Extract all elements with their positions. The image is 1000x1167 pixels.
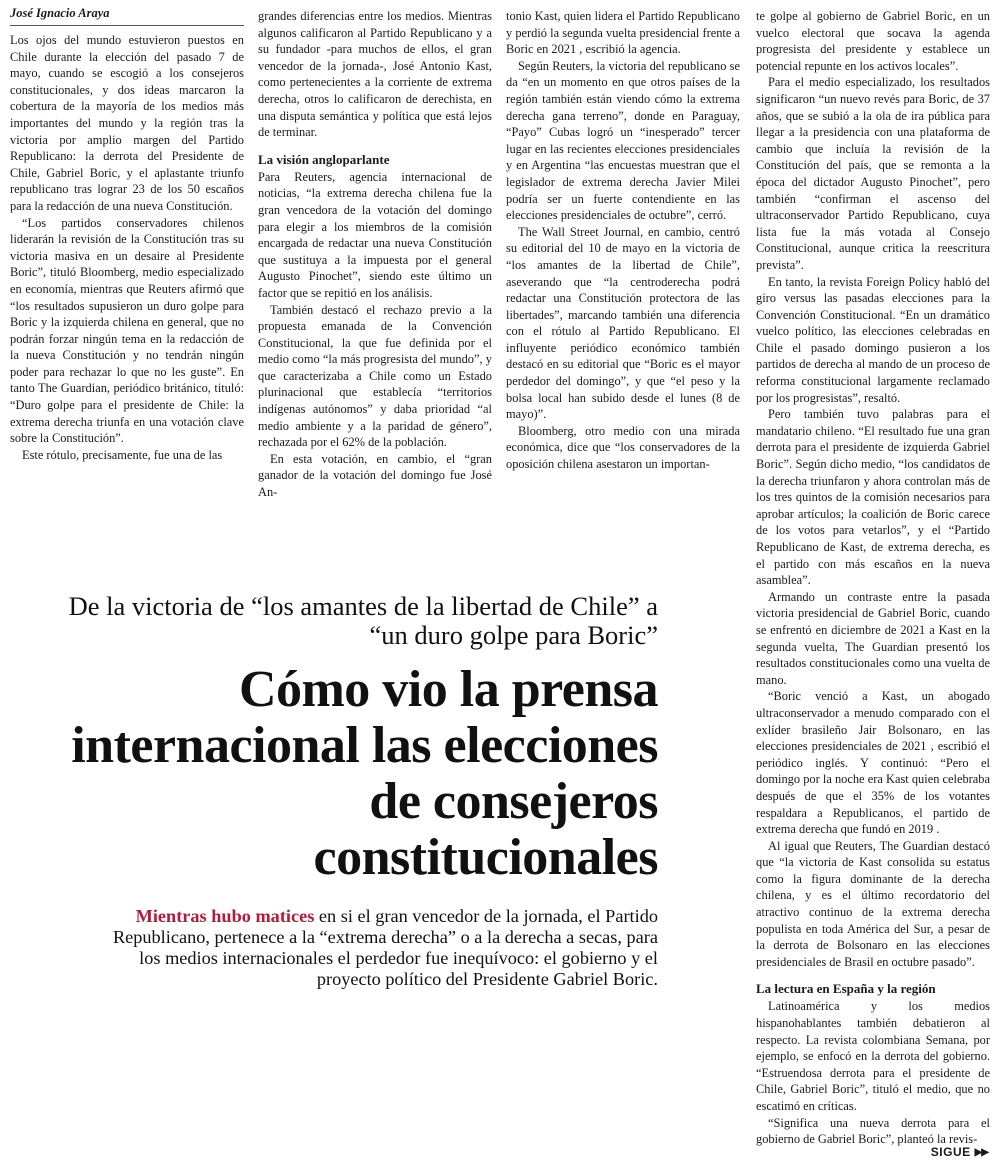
- paragraph: Según Reuters, la victoria del republicano se da “en un momento en que otros países de la región también están viendo cómo la extrema derecha gana terreno”, donde en Paraguay, “Payo” Cubas logró un “inesperado” tercer lugar en las recientes elecciones presidenciales y en Argentina “las encuestas muestran que el legislador de extrema derecha Javier Milei podría ser un fuerte contendiente en las elecciones presidenciales de octubre”, cerró.: [506, 58, 740, 223]
- paragraph: También destacó el rechazo previo a la propuesta emanada de la Convención Constitucional, la que fue definida por el medio como “la más progresista del mundo”, y que caracterizaba a Chile como un Estado plurinacional que establecía “territorios indígenas autónomos” y daba prioridad “al medio ambiente y a la paridad de género”, rechazada por el 62% de la población.: [258, 302, 492, 450]
- paragraph: Para Reuters, agencia internacional de noticias, “la extrema derecha chilena fue la gran vencedora de la votación del domingo para elegir a los miembros de la comisión encargada de redactar una nueva Constitución que sustituya a la impuesta por el general Augusto Pinochet”, siendo este último un factor que se repitió en los análisis.: [258, 169, 492, 300]
- paragraph: “Boric venció a Kast, un abogado ultraconservador a menudo comparado con el exlíder brasileño Jair Bolsonaro, en las elecciones presidenciales de 2021 , escribió el periódico inglés. Y continuó: “Pero el domingo por la noche era Kast quien celebraba después de que el 35% de los votantes respaldara a Republicanos, el partido de extrema derecha que fundó en 2019 .: [756, 689, 990, 837]
- headline: Cómo vio la prensa internacional las elecciones de consejeros constitucionales: [71, 661, 658, 886]
- paragraph: Este rótulo, precisamente, fue una de las: [22, 447, 223, 462]
- article-column-3: [506, 8, 740, 473]
- paragraph: En esta votación, en cambio, el “gran ganador de la votación del domingo fue José An-: [258, 451, 492, 500]
- section-heading: La visión angloparlante: [258, 151, 390, 167]
- paragraph: En tanto, la revista Foreign Policy habló del giro versus las pasadas elecciones para la Convención Constitucional. “En un dramático vuelco político, las elecciones celebradas en Chile el pasado domingo pusieron a los partidos de derecha al mando de un proceso de reforma constitucional largamente reclamado por los progresistas”, resaltó.: [756, 274, 990, 405]
- article-column-1: [10, 32, 244, 463]
- article-column-4: [756, 8, 990, 1148]
- paragraph: The Wall Street Journal, en cambio, centró su editorial del 10 de mayo en la victoria de “los amantes de la libertad de Chile”, aseverando que “la centroderecha podrá redactar una Constitución protectora de las libertades”, marcando también una diferencia con el rótulo al Partido Republicano. El influyente periódico económico también destacó en su editorial que “Boric es el mayor perdedor del domingo”, y que “el peso y la bolsa local han subido desde el lunes (8 de mayo)”.: [506, 224, 740, 422]
- paragraph: grandes diferencias entre los medios. Mientras algunos calificaron al Partido Republicano y a su fundador -para muchos de ellos, el gran vencedor de la jornada-, José Antonio Kast, como pertenecientes a la corriente de extrema derecha, otros lo calificaron de derechista, en una disputa semántica y política que está lejos de terminar.: [258, 9, 492, 140]
- double-play-arrow-icon: ▶▶: [974, 1146, 988, 1158]
- paragraph: te golpe al gobierno de Gabriel Boric, en un vuelco electoral que socava la agenda progresista del presidente y establece un potencial repunte en los activos locales”.: [756, 9, 990, 73]
- paragraph: Al igual que Reuters, The Guardian destacó que “la victoria de Kast consolida su estatus como la figura dominante de la derecha chilena, y es el último recordatorio del atractivo continuo de la extrema derecha populista en toda América del Sur, a pesar de la derrota de Bolsonaro en las elecciones presidenciales de Brasil en octubre pasado”.: [756, 838, 990, 969]
- continue-marker: [931, 1145, 988, 1159]
- paragraph: Los ojos del mundo estuvieron puestos en Chile durante la elección del pasado 7 de mayo, cuando se escogió a los consejeros constitucionales, y dos ideas marcaron la cobertura de la mayoría de los medios más importantes del mundo y la región tras la victoria por amplio margen del Partido Republicano: la derrota del Presidente de Chile, Gabriel Boric, y el aplastante triunfo republicano tras lograr 23 de los 50 escaños para la redacción de una nueva Constitución.: [10, 33, 244, 213]
- section-heading: La lectura en España y la región: [756, 981, 936, 997]
- kicker: De la victoria de “los amantes de la libertad de Chile” a “un duro golpe para Boric”: [68, 591, 658, 650]
- lead-paragraph: [100, 906, 658, 990]
- paragraph: tonio Kast, quien lidera el Partido Republicano y perdió la segunda vuelta presidencial frente a Boric en 2021 , escribió la agencia.: [506, 9, 740, 57]
- lead-highlight: Mientras hubo matices: [135, 906, 315, 926]
- paragraph: “Significa una nueva derrota para el gobierno de Gabriel Boric”, planteó la revis-: [756, 1115, 990, 1147]
- paragraph: Armando un contraste entre la pasada victoria presidencial de Gabriel Boric, cuando se enfrentó en diciembre de 2021 a Kast en la segunda vuelta, The Guardian presentó los resultados constitucionales como una vuelta de mano.: [756, 589, 990, 687]
- paragraph: Para el medio especializado, los resultados significaron “un nuevo revés para Boric, de 37 años, que se subió a la ola de ira pública para llegar a la presidencia con una plataforma de cambio que incluía la revisión de la Constitución del país, que se remonta a la época del dictador Augusto Pinochet”, pero también “confirman el ascenso del ultraconservador Partido Republicano, cuya lista fue la más votada al Consejo Constitucional, aunque critica la reescritura prevista”.: [756, 75, 990, 272]
- paragraph: Bloomberg, otro medio con una mirada económica, dice que “los conservadores de la oposición chilena asestaron un importan-: [506, 423, 740, 472]
- byline: José Ignacio Araya: [10, 6, 244, 26]
- paragraph: “Los partidos conservadores chilenos liderarán la revisión de la Constitución tras su victoria masiva en un desaire al Presidente Boric”, tituló Bloomberg, medio especializado en economía, mientras que Reuters afirmó que “los resultados supusieron un duro golpe para Boric y la izquierda chilena en general, que no podrán forzar ningún tema en la redacción de la nueva Constitución y no tendrán ningún poder para rechazar lo que no les guste”. En tanto The Guardian, periódico británico, tituló: “Duro golpe para el presidente de Chile: la extrema derecha triunfa en una votación clave sobre la Constitución”.: [10, 215, 244, 446]
- paragraph: Pero también tuvo palabras para el mandatario chileno. “El resultado fue una gran derrota para el presidente de izquierda Gabriel Boric”. Según dicho medio, “los candidatos de la derecha triunfaron y ahora controlan más de los tres quintos de la comisión necesarios para aprobar artículos; la coalición de Boric carece de los votos para vetarlos”, y el “Partido Republicano de Kast, de extrema derecha, es el partido con más escaños en la nueva asamblea”.: [756, 407, 990, 588]
- article-column-2: [258, 8, 492, 501]
- lead-text: en si el gran vencedor de la jornada, el Partido Republicano, pertenece a la “extrema derecha” o a la derecha a secas, para los medios internacionales el perdedor fue inequívoco: el gobierno y el proyecto político del Presidente Gabriel Boric.: [112, 906, 658, 989]
- continue-label: SIGUE: [930, 1145, 971, 1159]
- paragraph: Latinoamérica y los medios hispanohablantes también debatieron al respecto. La revista colombiana Semana, por ejemplo, se enfocó en la derrota del gobierno. “Estruendosa derrota para el presidente de Chile, Gabriel Boric”, tituló el medio, que no escatimó en críticas.: [756, 999, 990, 1113]
